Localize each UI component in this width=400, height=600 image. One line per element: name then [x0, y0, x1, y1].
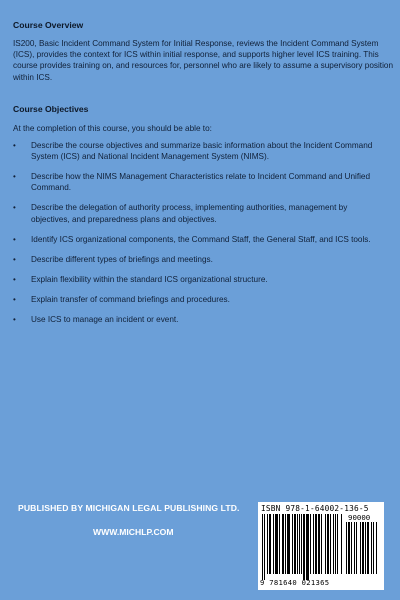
- bullet-icon: •: [13, 254, 16, 264]
- barcode-digits: 9 781640 021365: [260, 578, 330, 587]
- objective-text: Explain transfer of command briefings and procedures.: [31, 294, 230, 304]
- objective-text: Describe the delegation of authority process, implementing authorities, management by objectives, and preparedness plans and objectives.: [31, 203, 348, 224]
- course-objectives-heading: Course Objectives: [13, 104, 89, 114]
- list-item: [13, 294, 388, 305]
- bullet-icon: •: [13, 294, 16, 304]
- objective-text: Identify ICS organizational components, the Command Staff, the General Staff, and ICS tools.: [31, 234, 371, 244]
- list-item: [13, 202, 388, 224]
- bullet-icon: •: [13, 141, 16, 150]
- course-objectives-intro: At the completion of this course, you should be able to:: [13, 124, 212, 133]
- bullet-icon: •: [13, 314, 16, 324]
- objective-text: Use ICS to manage an incident or event.: [31, 314, 179, 324]
- objective-text: Describe the course objectives and summarize basic information about the Incident Command System (ICS) and National Incident Management System (NIMS).: [31, 141, 373, 162]
- list-item: [13, 314, 388, 325]
- objective-text: Describe different types of briefings and meetings.: [31, 254, 213, 264]
- barcode-bars-icon: [262, 514, 344, 580]
- list-item: [13, 274, 388, 285]
- list-item: [13, 234, 388, 245]
- objective-text: Explain flexibility within the standard ICS organizational structure.: [31, 274, 268, 284]
- course-overview-heading: Course Overview: [13, 20, 84, 30]
- course-overview-text: IS200, Basic Incident Command System for Initial Response, reviews the Incident Command System (ICS), provides the context for ICS within initial response, and supports higher level ICS training. This course provides training on, and resources for, personnel who are likely to assume a supervisory position within ICS.: [13, 39, 394, 82]
- bullet-icon: •: [13, 234, 16, 244]
- bullet-icon: •: [13, 172, 16, 182]
- list-item: [13, 140, 388, 162]
- barcode-addon-bars-icon: [346, 522, 380, 580]
- list-item: [13, 254, 388, 265]
- bullet-icon: •: [13, 203, 16, 213]
- isbn-label: ISBN 978-1-64002-136-5: [261, 504, 369, 513]
- isbn-barcode: [258, 502, 384, 590]
- barcode-addon-number: 90000: [348, 513, 371, 522]
- publisher-website: WWW.MICHLP.COM: [93, 527, 174, 537]
- objectives-list: [13, 140, 388, 334]
- bullet-icon: •: [13, 274, 16, 284]
- list-item: [13, 171, 388, 193]
- publisher-name: PUBLISHED BY MICHIGAN LEGAL PUBLISHING LTD.: [18, 503, 240, 513]
- objective-text: Describe how the NIMS Management Characteristics relate to Incident Command and Unified Command.: [31, 172, 371, 193]
